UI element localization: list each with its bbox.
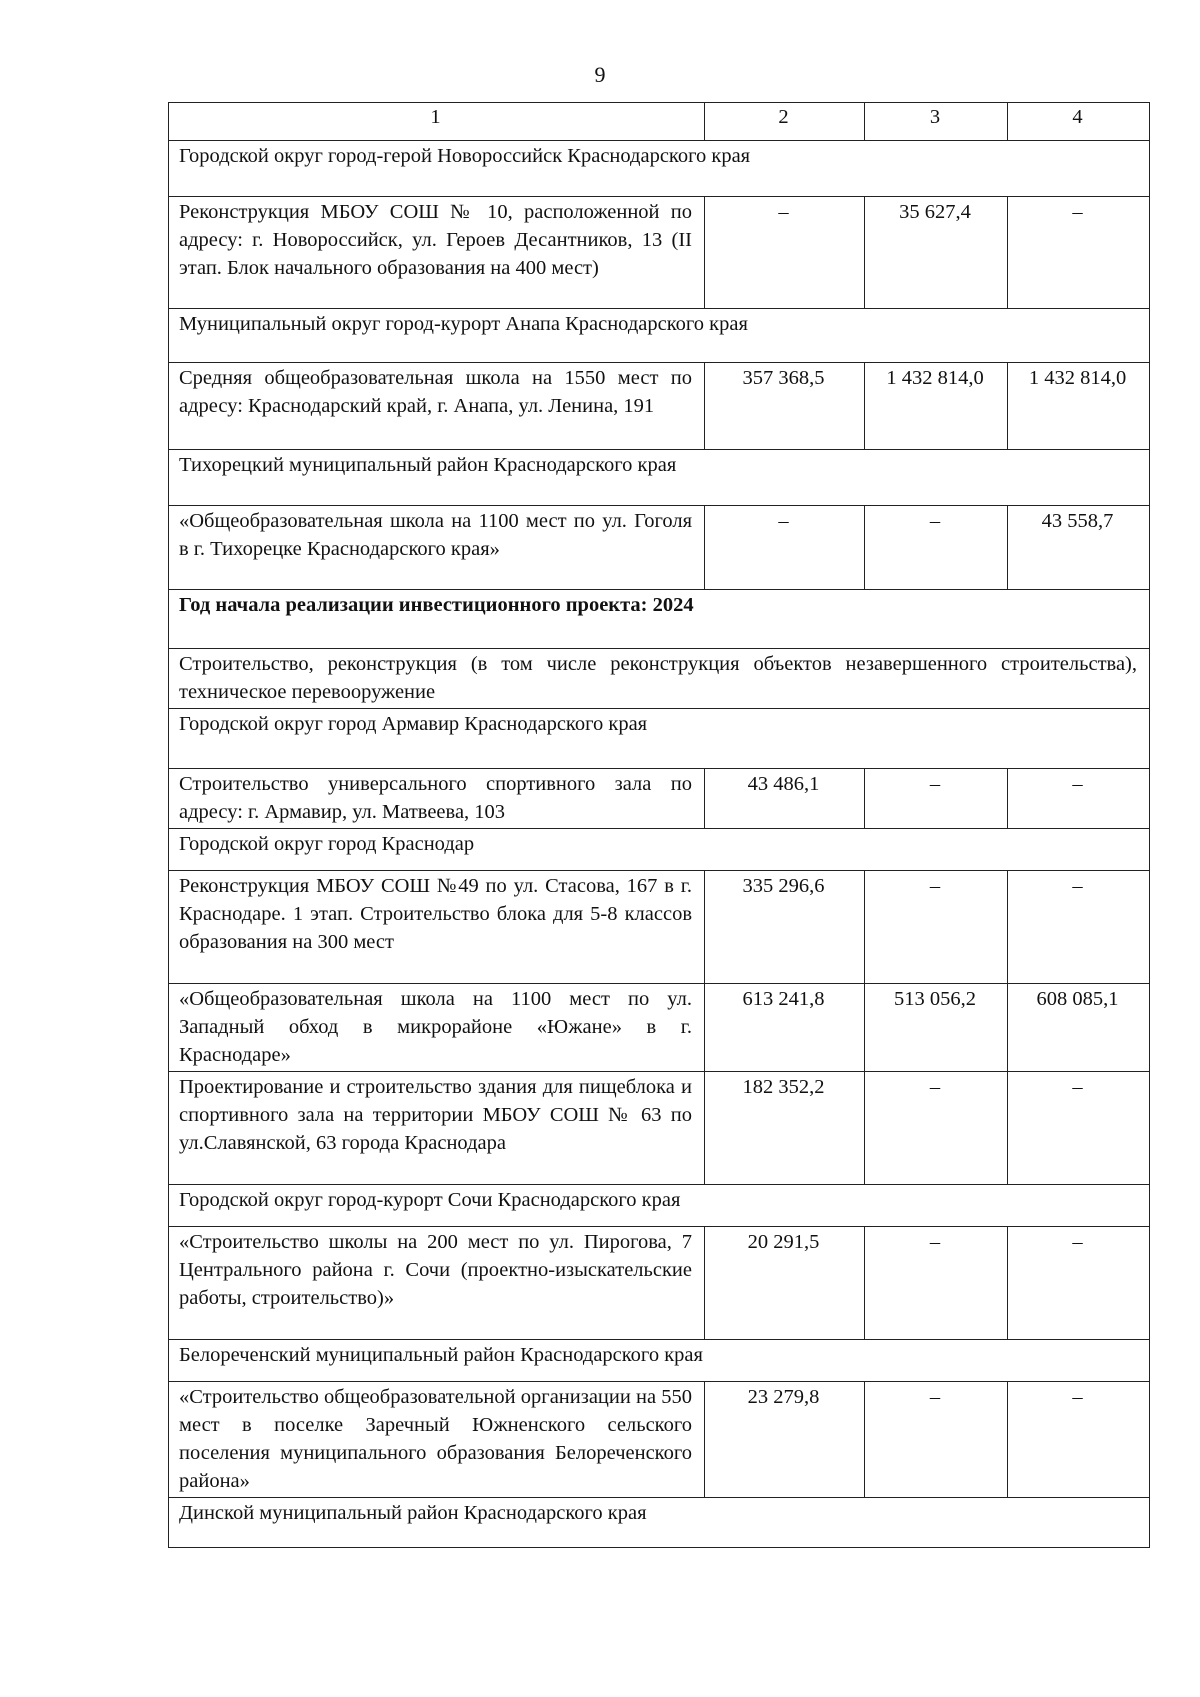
- section-title: Городской округ город-курорт Сочи Краснодарского края: [169, 1185, 1150, 1227]
- page-number: 9: [594, 62, 606, 87]
- project-value-col2: 357 368,5: [705, 363, 865, 450]
- project-row: [169, 197, 1150, 309]
- project-value-col4: –: [1008, 1382, 1150, 1498]
- section-title: Динской муниципальный район Краснодарского края: [169, 1498, 1150, 1548]
- project-value-col2: –: [705, 506, 865, 590]
- project-row: [169, 1382, 1150, 1498]
- section-row: [169, 829, 1150, 871]
- investment-projects-table: [168, 102, 1150, 1548]
- year-heading-row: [169, 590, 1150, 649]
- project-value-col4: 1 432 814,0: [1008, 363, 1150, 450]
- project-value-col3: –: [865, 871, 1008, 984]
- project-value-col4: 608 085,1: [1008, 984, 1150, 1072]
- section-title: Городской округ город Краснодар: [169, 829, 1150, 871]
- project-value-col2: 335 296,6: [705, 871, 865, 984]
- project-value-col3: 1 432 814,0: [865, 363, 1008, 450]
- column-number-4: 4: [1008, 103, 1150, 141]
- project-description: Проектирование и строительство здания для пищеблока и спортивного зала на территории МБОУ СОШ № 63 по ул.Славянской, 63 города Краснодара: [169, 1072, 705, 1185]
- project-value-col3: 513 056,2: [865, 984, 1008, 1072]
- project-row: [169, 363, 1150, 450]
- project-value-col4: 43 558,7: [1008, 506, 1150, 590]
- project-value-col4: –: [1008, 871, 1150, 984]
- project-value-col2: 43 486,1: [705, 769, 865, 829]
- project-row: [169, 1227, 1150, 1340]
- section-title: Городской округ город-герой Новороссийск Краснодарского края: [169, 141, 1150, 197]
- project-description: Реконструкция МБОУ СОШ №49 по ул. Стасова, 167 в г. Краснодаре. 1 этап. Строительство блока для 5-8 классов образования на 300 мест: [169, 871, 705, 984]
- column-number-3: 3: [865, 103, 1008, 141]
- section-row: [169, 450, 1150, 506]
- project-value-col4: –: [1008, 1072, 1150, 1185]
- section-row: [169, 1185, 1150, 1227]
- project-value-col3: –: [865, 1072, 1008, 1185]
- project-value-col2: 182 352,2: [705, 1072, 865, 1185]
- project-row: [169, 769, 1150, 829]
- project-value-col4: –: [1008, 769, 1150, 829]
- project-row: [169, 1072, 1150, 1185]
- project-row: [169, 871, 1150, 984]
- section-title: Городской округ город Армавир Краснодарского края: [169, 709, 1150, 769]
- year-heading: Год начала реализации инвестиционного проекта: 2024: [169, 590, 1150, 649]
- section-row: [169, 141, 1150, 197]
- project-description: Реконструкция МБОУ СОШ № 10, расположенной по адресу: г. Новороссийск, ул. Героев Десантников, 13 (II этап. Блок начального образования на 400 мест): [169, 197, 705, 309]
- project-row: [169, 506, 1150, 590]
- project-description: Средняя общеобразовательная школа на 1550 мест по адресу: Краснодарский край, г. Анапа, ул. Ленина, 191: [169, 363, 705, 450]
- section-row: [169, 709, 1150, 769]
- column-number-header-row: [169, 103, 1150, 141]
- project-value-col3: –: [865, 506, 1008, 590]
- column-number-1: 1: [169, 103, 705, 141]
- project-description: «Строительство общеобразовательной организации на 550 мест в поселке Заречный Южненского сельского поселения муниципального образования Белореченского района»: [169, 1382, 705, 1498]
- project-value-col3: –: [865, 1227, 1008, 1340]
- project-value-col3: –: [865, 1382, 1008, 1498]
- project-description: «Общеобразовательная школа на 1100 мест по ул. Гоголя в г. Тихорецке Краснодарского края»: [169, 506, 705, 590]
- section-title: Строительство, реконструкция (в том числе реконструкция объектов незавершенного строительства), техническое перевооружение: [169, 649, 1150, 709]
- project-value-col2: 23 279,8: [705, 1382, 865, 1498]
- section-row: [169, 1340, 1150, 1382]
- section-row: [169, 649, 1150, 709]
- project-row: [169, 984, 1150, 1072]
- project-value-col3: 35 627,4: [865, 197, 1008, 309]
- project-description: Строительство универсального спортивного зала по адресу: г. Армавир, ул. Матвеева, 103: [169, 769, 705, 829]
- project-value-col2: –: [705, 197, 865, 309]
- project-description: «Строительство школы на 200 мест по ул. Пирогова, 7 Центрального района г. Сочи (проектно-изыскательские работы, строительство)»: [169, 1227, 705, 1340]
- section-title: Белореченский муниципальный район Краснодарского края: [169, 1340, 1150, 1382]
- column-number-2: 2: [705, 103, 865, 141]
- section-row: [169, 309, 1150, 363]
- section-title: Тихорецкий муниципальный район Краснодарского края: [169, 450, 1150, 506]
- project-description: «Общеобразовательная школа на 1100 мест по ул. Западный обход в микрорайоне «Южане» в г. Краснодаре»: [169, 984, 705, 1072]
- project-value-col2: 613 241,8: [705, 984, 865, 1072]
- project-value-col4: –: [1008, 197, 1150, 309]
- project-value-col2: 20 291,5: [705, 1227, 865, 1340]
- section-row: [169, 1498, 1150, 1548]
- project-value-col3: –: [865, 769, 1008, 829]
- project-value-col4: –: [1008, 1227, 1150, 1340]
- section-title: Муниципальный округ город-курорт Анапа Краснодарского края: [169, 309, 1150, 363]
